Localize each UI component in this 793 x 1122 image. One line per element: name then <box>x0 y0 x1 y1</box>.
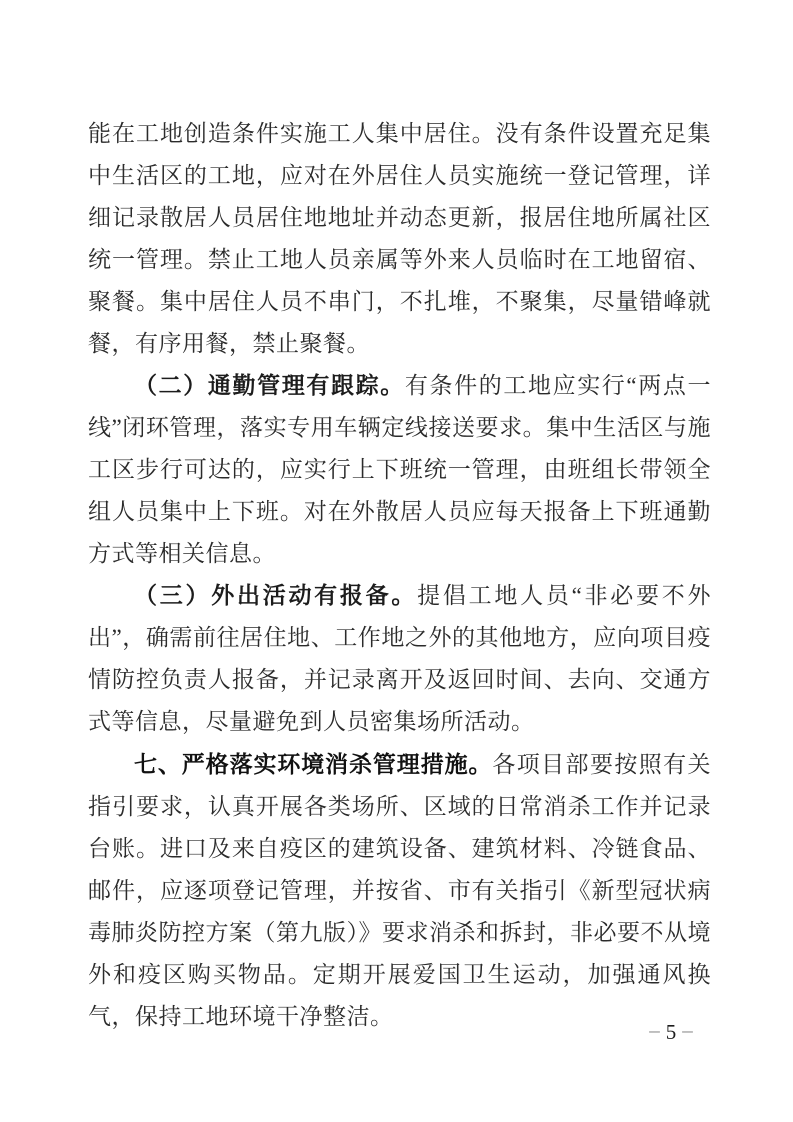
paragraph-text: 提倡工地人员“非必要不外出”，确需前往居住地、工作地之外的其他地方，应向项目疫情防控负责人报备，并记录离开及返回时间、去向、交通方式等信息，尽量避免到人员密集场所活动。 <box>88 583 711 734</box>
document-body <box>88 113 711 1038</box>
paragraph-text: 各项目部要按照有关指引要求，认真开展各类场所、区域的日常消杀工作并记录台账。进口及来自疫区的建筑设备、建筑材料、冷链食品、邮件，应逐项登记管理，并按省、市有关指引《新型冠状病毒肺炎防控方案（第九版）》要求消杀和拆封，非必要不从境外和疫区购买物品。定期开展爱国卫生运动，加强通风换气，保持工地环境干净整洁。 <box>88 752 712 1029</box>
page-number <box>636 1018 706 1046</box>
page-number-right-dash: – <box>682 1018 693 1042</box>
paragraph-text: 能在工地创造条件实施工人集中居住。没有条件设置充足集中生活区的工地，应对在外居住人员实施统一登记管理，详细记录散居人员居住地地址并动态更新，报居住地所属社区统一管理。禁止工地人员亲属等外来人员临时在工地留宿、聚餐。集中居住人员不串门，不扎堆，不聚集，尽量错峰就餐，有序用餐，禁止聚餐。 <box>88 121 711 356</box>
paragraph-lead: （二）通勤管理有跟踪。 <box>134 373 405 398</box>
paragraph-continuation <box>88 113 711 365</box>
paragraph-item-2 <box>88 365 711 575</box>
paragraph-item-3 <box>88 575 711 743</box>
paragraph-section-7 <box>88 743 711 1038</box>
paragraph-text: 有条件的工地应实行“两点一线”闭环管理，落实专用车辆定线接送要求。集中生活区与施工区步行可达的，应实行上下班统一管理，由班组长带领全组人员集中上下班。对在外散居人员应每天报备上下班通勤方式等相关信息。 <box>88 373 712 566</box>
page-number-left-dash: – <box>649 1018 660 1042</box>
page-number-value: 5 <box>665 1020 677 1044</box>
paragraph-lead: （三）外出活动有报备。 <box>134 583 418 608</box>
paragraph-lead: 七、严格落实环境消杀管理措施。 <box>134 751 493 777</box>
